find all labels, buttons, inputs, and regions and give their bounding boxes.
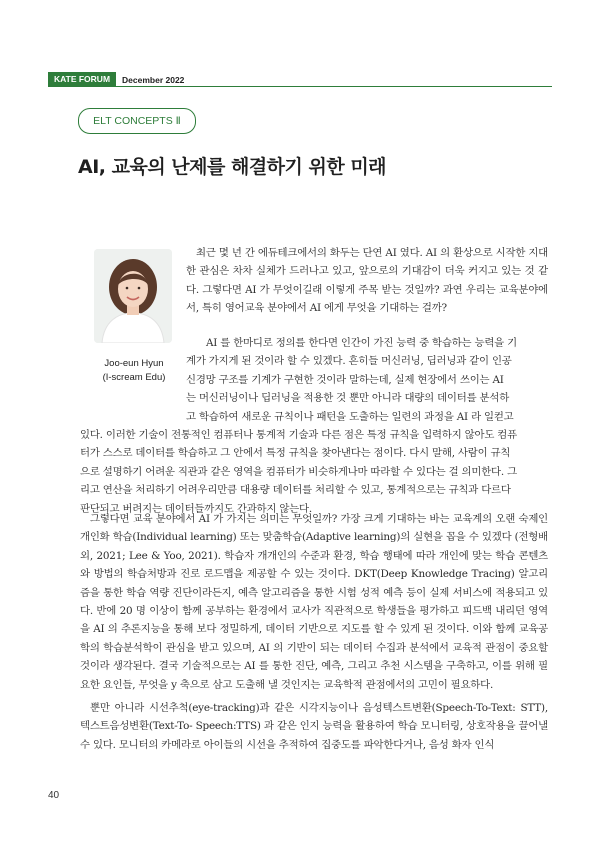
- paragraph-line: AI 를 한마디로 정의를 한다면 인간이 가진 능력 중 학습하는 능력을 기: [206, 337, 517, 349]
- paragraph-line: 으로 설명하기 어려운 직관과 같은 영역을 컴퓨터가 비슷하게나마 따라할 수 있다는 걸 의미한다. 그: [80, 465, 517, 478]
- paragraph-line: 신경망 구조를 기계가 구현한 것이라 말하는데, 실제 현장에서 쓰이는 AI: [186, 373, 504, 386]
- body-paragraph-3: 그렇다면 교육 분야에서 AI 가 가지는 의미는 무엇일까? 가장 크게 기대하는 바는 교육계의 오랜 숙제인 개인화 학습(Individual learning) 또는 맞춤학습(Adaptive learning)의 실현을 꼽을 수 있겠다 (전형배 외, 2021; Lee & Yoo, 2021). 학습자 개개인의 수준과 환경, 학습 행태에 따라 개인에 맞는 학습 콘텐츠와 방법의 학습처방과 진로 로드맵을 제공할 수 있는 것이다. DKT(Deep Knowledge Tracing) 알고리즘을 통한 학습 역량 진단이라든지, 예측 알고리즘을 통한 시험 성적 예측 등이 실제 서비스에 적용되고 있다. 반에 20 명 이상이 함께 공부하는 환경에서 교사가 직관적으로 학생들을 평가하고 피드백 내리던 영역을 AI 의 추론지능을 통해 보다 정밀하게, 데이터 기반으로 지도를 할 수 있게 된 것이다. 이와 함께 교육공학의 학습분석학이 관심을 받고 있으며, AI 의 기반이 되는 데이터 수집과 분석에서 교육적 관점이 중요할 것이라 생각된다. 결국 기술적으로는 AI 를 통한 진단, 예측, 그리고 추천 시스템을 구축하고, 이를 위해 필요한 요인들, 무엇을 y 축으로 삼고 도출해 낼 것인지는 교육학적 관점에서의 고민이 필요하다.: [80, 513, 548, 691]
- paragraph-line: 리고 연산을 처리하기 어려우리만큼 대용량 데이터를 처리할 수 있고, 통계적으로는 규칙과 다르다: [80, 484, 511, 497]
- section-label: ELT CONCEPTS Ⅱ: [78, 108, 196, 134]
- issue-date: December 2022: [122, 74, 185, 85]
- header-rule: [48, 86, 552, 87]
- author-affiliation: (I-scream Edu): [102, 372, 166, 383]
- body-paragraph-2: [80, 334, 548, 518]
- body-paragraph-4: 뿐만 아니라 시선추척(eye-tracking)과 같은 시각지능이나 음성텍스트변환(Speech-To-Text: STT), 텍스트음성변환(Text-To- Speech:TTS) 과 같은 인지 능력을 활용하여 학습 모니터링, 상호작용을 끌어낼 수 있다. 모니터의 카메라로 아이들의 시선을 추적하여 집중도를 파악한다거나, 음성 화자 인식: [80, 702, 548, 751]
- paragraph-line: 판단되고 버려지는 데이터들까지도 간과하지 않는다.: [80, 502, 312, 515]
- paragraph-line: 는 머신러닝이나 딥러닝을 적용한 것 뿐만 아니라 대량의 데이터를 분석하: [186, 392, 510, 405]
- author-photo: [94, 249, 172, 343]
- paragraph-line: 계가 가지게 된 것이라 할 수 있겠다. 흔히들 머신러닝, 딥러닝과 같이 인공: [186, 355, 512, 368]
- paragraph-line: 터가 스스로 데이터를 학습하고 그 안에서 특정 규칙을 찾아낸다는 점이다. 다시 말해, 사람이 규칙: [80, 447, 511, 460]
- header-tag: [48, 72, 184, 87]
- paragraph-line: 있다. 이러한 기술이 전통적인 컴퓨터나 통계적 기술과 다른 점은 특정 규칙을 입력하지 않아도 컴퓨: [80, 429, 517, 442]
- body-paragraph-1: 최근 몇 년 간 에듀테크에서의 화두는 단연 AI 였다. AI 의 환상으로 시작한 지대한 관심은 차차 실체가 드러나고 있고, 앞으로의 기대감이 더욱 커지고 있는 것 같다. 그렇다면 AI 가 무엇이길래 이렇게 주목 받는 것일까? 과연 우리는 교육분야에서, 특히 영어교육 분야에서 AI 에게 무엇을 기대하는 걸까?: [186, 247, 548, 315]
- article-title: AI, 교육의 난제를 해결하기 위한 미래: [78, 156, 387, 178]
- author-name: Joo-eun Hyun: [104, 358, 164, 369]
- magazine-brand: KATE FORUM: [48, 72, 116, 87]
- page-number: 40: [48, 790, 60, 801]
- paragraph-line: 고 학습하여 새로운 규칙이나 패턴을 도출하는 일련의 과정을 AI 라 일컫고: [186, 410, 514, 423]
